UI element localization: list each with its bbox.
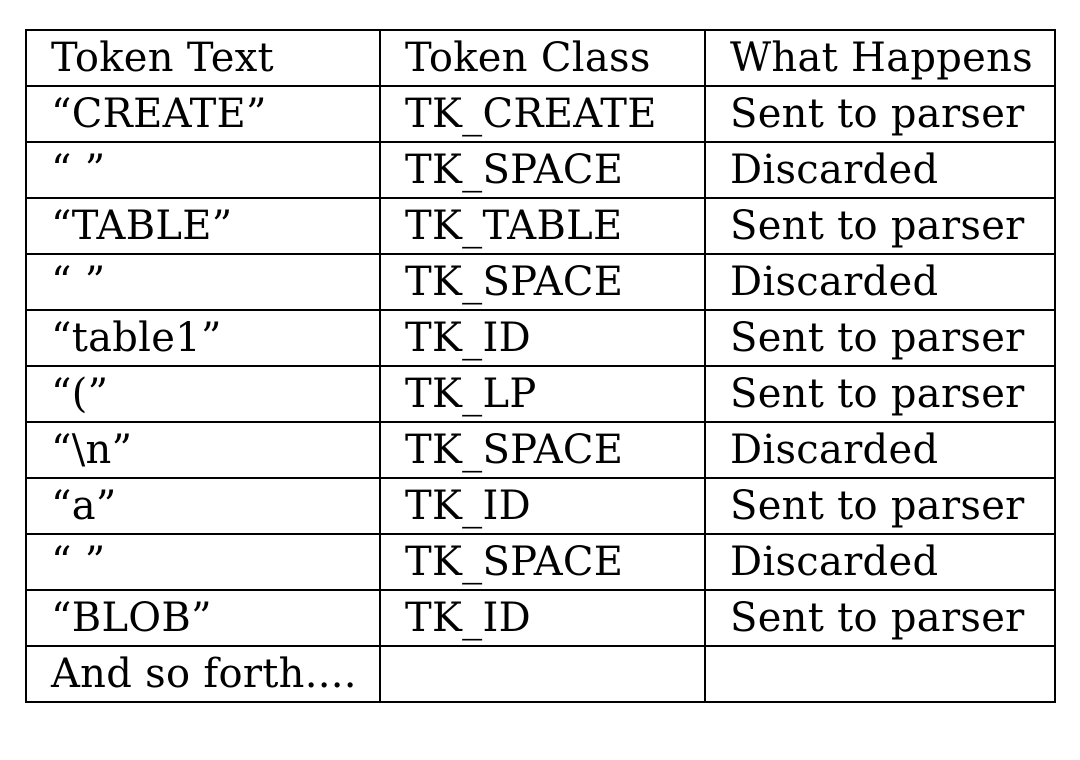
token-text-cell: “ ” [26,142,380,198]
header-token-class: Token Class [380,30,705,86]
what-happens-cell: Discarded [705,254,1055,310]
token-class-cell: TK_TABLE [380,198,705,254]
token-text-cell: And so forth.... [26,646,380,702]
header-token-text: Token Text [26,30,380,86]
token-text-cell: “BLOB” [26,590,380,646]
token-text-cell: “table1” [26,310,380,366]
table-row [26,86,1055,142]
table-row [26,254,1055,310]
what-happens-cell: Sent to parser [705,478,1055,534]
token-text-cell: “a” [26,478,380,534]
token-class-cell: TK_LP [380,366,705,422]
token-class-cell: TK_SPACE [380,422,705,478]
token-class-cell [380,646,705,702]
token-class-cell: TK_ID [380,590,705,646]
what-happens-cell: Sent to parser [705,590,1055,646]
table-row [26,478,1055,534]
what-happens-cell: Sent to parser [705,366,1055,422]
table-row [26,198,1055,254]
table-row [26,534,1055,590]
what-happens-cell: Discarded [705,534,1055,590]
table-row [26,590,1055,646]
token-text-cell: “(” [26,366,380,422]
table-row [26,422,1055,478]
token-text-cell: “CREATE” [26,86,380,142]
what-happens-cell: Discarded [705,142,1055,198]
token-text-cell: “\n” [26,422,380,478]
token-class-cell: TK_SPACE [380,142,705,198]
token-table [25,29,1056,703]
token-class-cell: TK_CREATE [380,86,705,142]
table-row [26,310,1055,366]
token-text-cell: “ ” [26,254,380,310]
what-happens-cell: Sent to parser [705,310,1055,366]
token-class-cell: TK_SPACE [380,254,705,310]
table-row [26,142,1055,198]
what-happens-cell [705,646,1055,702]
what-happens-cell: Sent to parser [705,198,1055,254]
header-row [26,30,1055,86]
table-row [26,366,1055,422]
what-happens-cell: Sent to parser [705,86,1055,142]
header-what-happens: What Happens [705,30,1055,86]
token-class-cell: TK_ID [380,478,705,534]
table-row [26,646,1055,702]
token-text-cell: “ ” [26,534,380,590]
what-happens-cell: Discarded [705,422,1055,478]
token-class-cell: TK_ID [380,310,705,366]
token-text-cell: “TABLE” [26,198,380,254]
token-class-cell: TK_SPACE [380,534,705,590]
